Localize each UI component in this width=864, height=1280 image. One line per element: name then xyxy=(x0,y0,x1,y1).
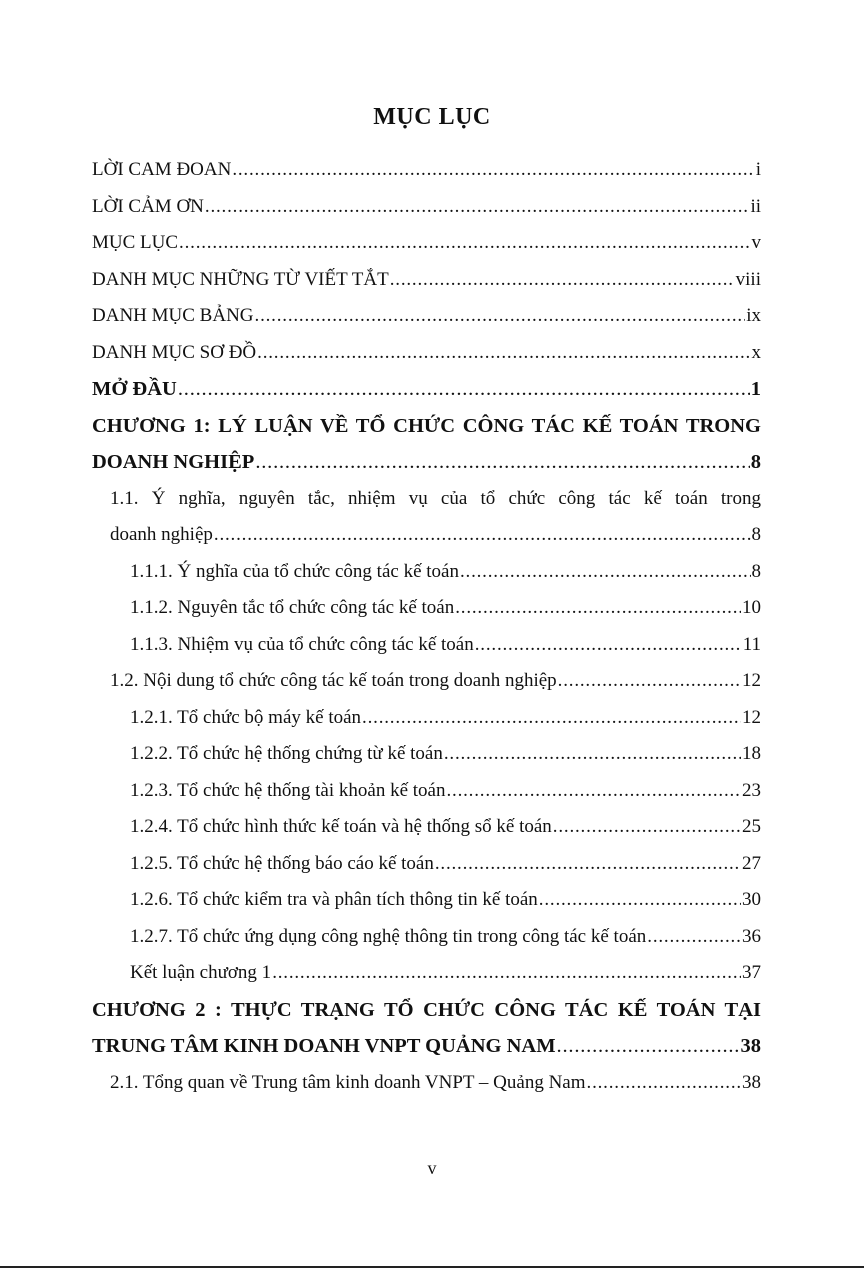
toc-entry-1-1-3 xyxy=(130,627,761,664)
toc-entry-text: LỜI CAM ĐOAN xyxy=(92,159,232,180)
dot-leader xyxy=(553,809,741,846)
dot-leader xyxy=(257,335,750,372)
toc-entry-text: 1.2.7. Tổ chức ứng dụng công nghệ thông tin trong công tác kế toán xyxy=(130,925,647,947)
toc-page-number: ii xyxy=(750,195,761,217)
dot-leader xyxy=(558,663,741,700)
dot-leader xyxy=(214,517,751,554)
toc-entry-text: MỤC LỤC xyxy=(92,232,179,253)
dot-leader xyxy=(475,627,742,664)
toc-entry-text-line1: CHƯƠNG 1: LÝ LUẬN VỀ TỔ CHỨC CÔNG TÁC KẾ TOÁN TRONG xyxy=(92,414,761,437)
dot-leader xyxy=(435,846,741,883)
toc-entry-text: 1.2.1. Tổ chức bộ máy kế toán xyxy=(130,706,362,728)
toc-page-number: 38 xyxy=(740,1035,761,1057)
toc-page-number: v xyxy=(751,232,761,253)
toc-entry-text: DANH MỤC NHỮNG TỪ VIẾT TẮT xyxy=(92,268,389,290)
toc-page-number: 30 xyxy=(742,889,761,910)
toc-entry-1-2-7 xyxy=(130,919,761,956)
toc-page-number: 36 xyxy=(742,925,761,947)
toc-entry-loi-cam-on xyxy=(92,189,761,226)
toc-page-number: 25 xyxy=(742,816,761,837)
toc-entry-1-1 xyxy=(110,481,761,554)
dot-leader xyxy=(232,152,754,189)
toc-entry-1-1-1 xyxy=(130,554,761,591)
table-of-contents xyxy=(92,152,761,1101)
toc-page-number: viii xyxy=(735,268,761,290)
toc-page-number: 8 xyxy=(751,560,761,582)
toc-entry-text: 1.2.5. Tổ chức hệ thống báo cáo kế toán xyxy=(130,852,434,874)
dot-leader xyxy=(444,736,741,773)
dot-leader xyxy=(272,955,741,992)
page-title: MỤC LỤC xyxy=(373,104,491,130)
toc-entry-text: MỞ ĐẦU xyxy=(92,378,177,400)
toc-entry-text-line2: DOANH NGHIỆP xyxy=(92,451,255,473)
dot-leader xyxy=(446,773,741,810)
toc-page-number: ix xyxy=(746,305,761,326)
toc-entry-chuong-2 xyxy=(92,992,761,1065)
dot-leader xyxy=(255,298,746,335)
toc-entry-text: DANH MỤC BẢNG xyxy=(92,305,254,326)
toc-entry-1-2-6 xyxy=(130,882,761,919)
toc-page-number: 12 xyxy=(742,706,761,728)
dot-leader xyxy=(539,882,741,919)
toc-page-number: i xyxy=(755,159,761,180)
toc-entry-text: 1.1.2. Nguyên tắc tổ chức công tác kế toán xyxy=(130,597,455,618)
toc-entry-danh-muc-bang xyxy=(92,298,761,335)
dot-leader xyxy=(647,919,741,956)
dot-leader xyxy=(362,700,741,737)
toc-entry-1-2-1 xyxy=(130,700,761,737)
toc-page-number: 10 xyxy=(742,597,761,618)
toc-entry-chuong-1 xyxy=(92,408,761,481)
toc-entry-text-line2: doanh nghiệp xyxy=(110,524,213,545)
toc-entry-text: 1.1.1. Ý nghĩa của tổ chức công tác kế toán xyxy=(130,560,459,582)
toc-page-number: 37 xyxy=(742,962,761,983)
toc-entry-1-2-3 xyxy=(130,773,761,810)
toc-entry-2-1 xyxy=(110,1065,761,1102)
toc-entry-text-line2: TRUNG TÂM KINH DOANH VNPT QUẢNG NAM xyxy=(92,1035,556,1057)
toc-entry-muc-luc xyxy=(92,225,761,262)
toc-page-number: 27 xyxy=(742,852,761,874)
dot-leader xyxy=(455,590,741,627)
dot-leader xyxy=(178,371,750,408)
dot-leader xyxy=(205,189,750,226)
toc-entry-text: 1.2. Nội dung tổ chức công tác kế toán trong doanh nghiệp xyxy=(110,670,557,691)
toc-entry-text-line1: 1.1. Ý nghĩa, nguyên tắc, nhiệm vụ của tổ chức công tác kế toán trong xyxy=(110,487,761,509)
toc-page-number: 8 xyxy=(751,524,761,545)
toc-entry-danh-muc-tu-viet-tat xyxy=(92,262,761,299)
toc-page-number: 8 xyxy=(750,451,761,473)
toc-entry-1-2-4 xyxy=(130,809,761,846)
toc-entry-1-2-5 xyxy=(130,846,761,883)
toc-entry-text: DANH MỤC SƠ ĐỒ xyxy=(92,341,257,363)
toc-entry-text: 1.2.3. Tổ chức hệ thống tài khoản kế toán xyxy=(130,779,446,801)
dot-leader xyxy=(179,225,750,262)
dot-leader xyxy=(255,444,749,481)
toc-entry-danh-muc-so-do xyxy=(92,335,761,372)
toc-entry-loi-cam-doan xyxy=(92,152,761,189)
toc-entry-text: LỜI CẢM ƠN xyxy=(92,195,204,217)
toc-entry-ket-luan-chuong-1 xyxy=(130,955,761,992)
toc-page-number: 23 xyxy=(742,779,761,801)
toc-entry-1-1-2 xyxy=(130,590,761,627)
toc-page-number: 1 xyxy=(750,378,761,400)
dot-leader xyxy=(557,1028,740,1065)
toc-entry-text: 1.2.6. Tổ chức kiểm tra và phân tích thông tin kế toán xyxy=(130,889,538,910)
page-number: v xyxy=(427,1158,437,1178)
toc-entry-text: 1.2.2. Tổ chức hệ thống chứng từ kế toán xyxy=(130,743,443,764)
toc-page-number: 18 xyxy=(742,743,761,764)
toc-page-number: 11 xyxy=(742,633,761,655)
toc-entry-text: 1.1.3. Nhiệm vụ của tổ chức công tác kế toán xyxy=(130,633,474,655)
toc-entry-text-line1: CHƯƠNG 2 : THỰC TRẠNG TỔ CHỨC CÔNG TÁC KẾ TOÁN TẠI xyxy=(92,998,761,1021)
toc-entry-1-2 xyxy=(110,663,761,700)
toc-page-number: 38 xyxy=(742,1071,761,1093)
toc-page-number: 12 xyxy=(742,670,761,691)
dot-leader xyxy=(460,554,751,591)
toc-entry-1-2-2 xyxy=(130,736,761,773)
toc-entry-text: 1.2.4. Tổ chức hình thức kế toán và hệ thống sổ kế toán xyxy=(130,816,552,837)
toc-page-number: x xyxy=(751,341,761,363)
toc-entry-text: 2.1. Tổng quan về Trung tâm kinh doanh VNPT – Quảng Nam xyxy=(110,1071,586,1093)
dot-leader xyxy=(390,262,735,299)
toc-entry-mo-dau xyxy=(92,371,761,408)
dot-leader xyxy=(587,1065,741,1102)
toc-entry-text: Kết luận chương 1 xyxy=(130,962,272,983)
bottom-rule xyxy=(0,1266,864,1268)
